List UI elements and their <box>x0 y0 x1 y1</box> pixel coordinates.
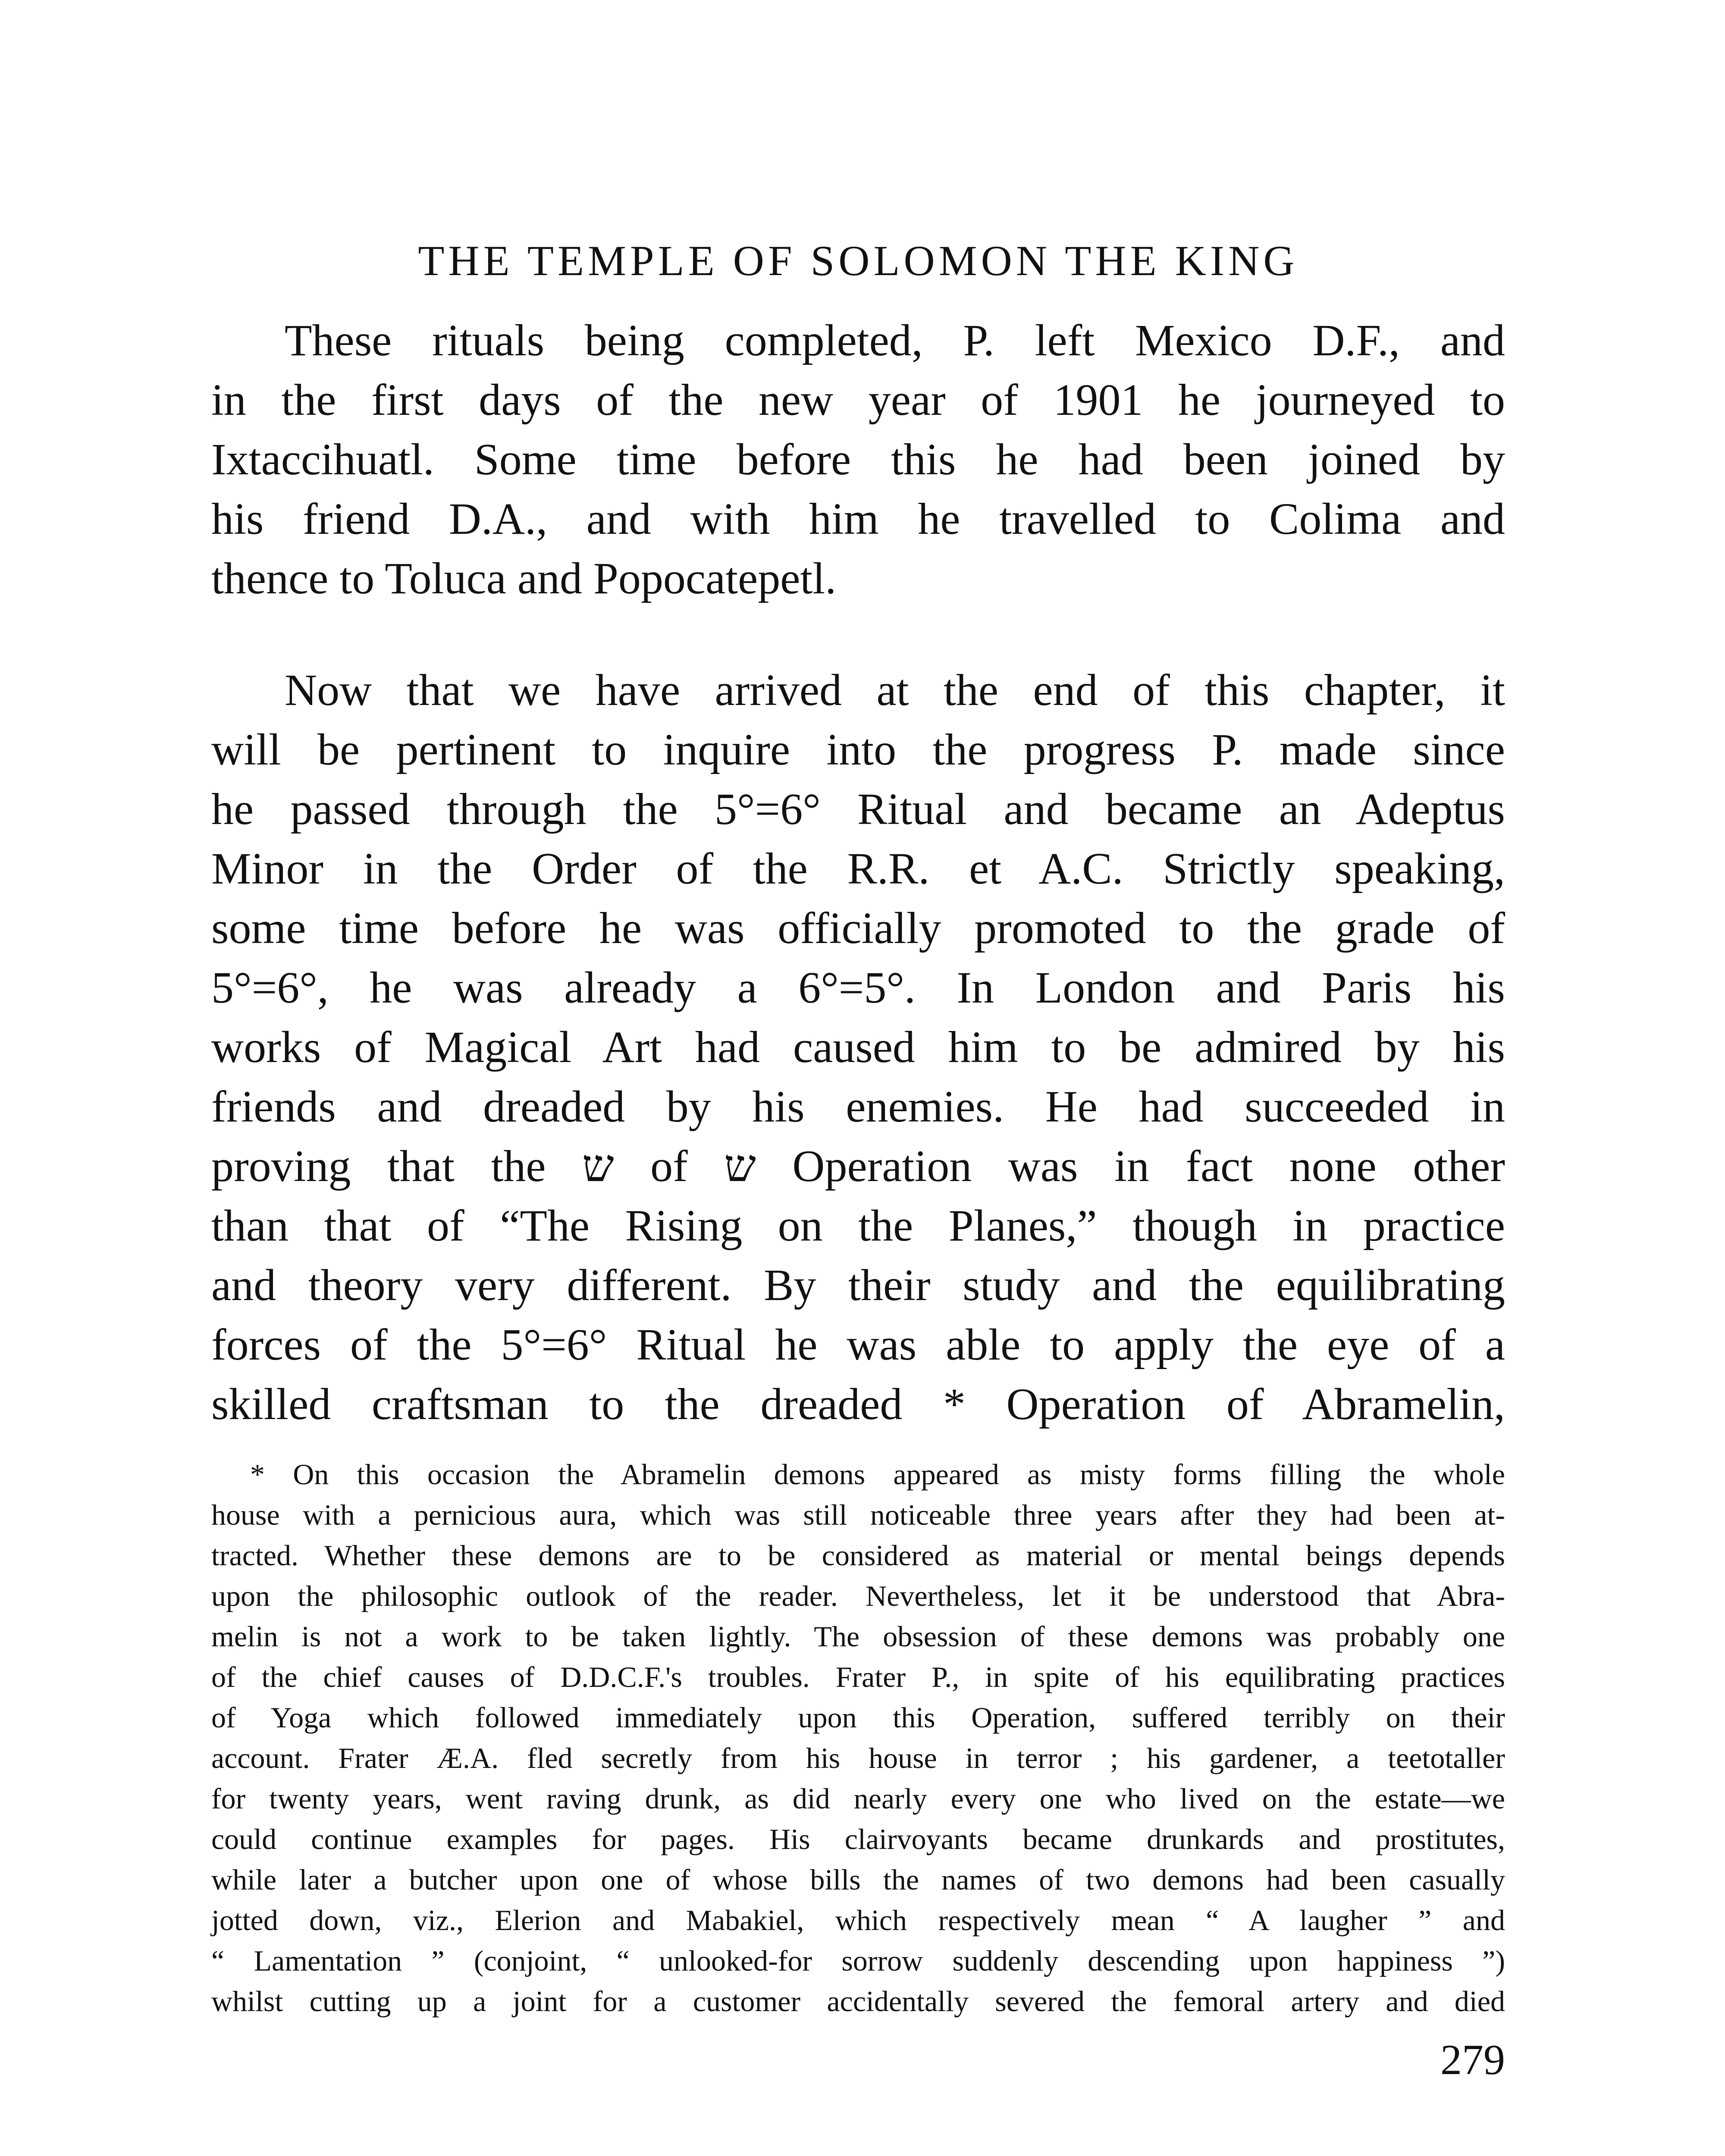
footnote-line: for twenty years, went raving drunk, as did nearly every one who lived on the estate—we <box>211 1782 1505 1815</box>
paragraph-1-line: in the first days of the new year of 1901 he journeyed to <box>211 375 1505 425</box>
paragraph-2-line: works of Magical Art had caused him to be admired by his <box>211 1022 1505 1072</box>
paragraph-2-line: and theory very different. By their study and the equilibrating <box>211 1260 1505 1310</box>
footnote-line: could continue examples for pages. His clairvoyants became drunkards and prostitutes, <box>211 1823 1505 1855</box>
footnote-line: of the chief causes of D.D.C.F.'s troubles. Frater P., in spite of his equilibrating practices <box>211 1661 1505 1693</box>
footnote-line: “ Lamentation ” (conjoint, “ unlooked-for sorrow suddenly descending upon happiness ”) <box>211 1944 1505 1977</box>
running-head: THE TEMPLE OF SOLOMON THE KING <box>418 237 1298 285</box>
footnote <box>211 1454 1505 2021</box>
footnote-line: * On this occasion the Abramelin demons appeared as misty forms filling the whole <box>250 1458 1505 1491</box>
paragraph-2-line: Minor in the Order of the R.R. et A.C. Strictly speaking, <box>211 844 1505 893</box>
footnote-line: of Yoga which followed immediately upon this Operation, suffered terribly on their <box>211 1701 1505 1734</box>
paragraph-2-line: friends and dreaded by his enemies. He had succeeded in <box>211 1082 1505 1131</box>
paragraph-2-line: some time before he was officially promoted to the grade of <box>211 903 1505 953</box>
paragraph-2-line: he passed through the 5°=6° Ritual and became an Adeptus <box>211 784 1505 834</box>
paragraph-1-line: thence to Toluca and Popocatepetl. <box>211 554 837 603</box>
paragraph-2 <box>211 661 1505 1434</box>
footnote-line: while later a butcher upon one of whose bills the names of two demons had been casually <box>211 1863 1505 1896</box>
paragraph-2-line: Now that we have arrived at the end of this chapter, it <box>285 665 1505 715</box>
paragraph-1-line: his friend D.A., and with him he travelled to Colima and <box>211 494 1505 544</box>
paragraph-2-line: skilled craftsman to the dreaded * Operation of Abramelin, <box>211 1379 1505 1429</box>
paragraph-1-line: These rituals being completed, P. left Mexico D.F., and <box>285 316 1505 365</box>
footnote-line: house with a pernicious aura, which was still noticeable three years after they had been at- <box>211 1498 1505 1531</box>
paragraph-2-line: proving that the ש of ש Operation was in fact none other <box>211 1141 1505 1191</box>
footnote-line: melin is not a work to be taken lightly. The obsession of these demons was probably one <box>211 1620 1505 1653</box>
paragraph-2-line: than that of “The Rising on the Planes,” though in practice <box>211 1201 1505 1250</box>
footnote-line: tracted. Whether these demons are to be considered as material or mental beings depends <box>211 1539 1505 1572</box>
footnote-line: account. Frater Æ.A. fled secretly from his house in terror ; his gardener, a teetotaller <box>211 1742 1505 1774</box>
paragraph-2-line: 5°=6°, he was already a 6°=5°. In London and Paris his <box>211 963 1505 1012</box>
paragraph-2-line: forces of the 5°=6° Ritual he was able to apply the eye of a <box>211 1320 1505 1369</box>
paragraph-1 <box>211 311 1505 608</box>
footnote-line: upon the philosophic outlook of the reader. Nevertheless, let it be understood that Abra- <box>211 1579 1505 1612</box>
page-number: 279 <box>1440 2036 1505 2084</box>
paragraph-2-line: will be pertinent to inquire into the progress P. made since <box>211 725 1505 774</box>
paragraph-1-line: Ixtaccihuatl. Some time before this he had been joined by <box>211 435 1505 484</box>
footnote-line: whilst cutting up a joint for a customer accidentally severed the femoral artery and died <box>211 1985 1505 2018</box>
footnote-line: jotted down, viz., Elerion and Mabakiel, which respectively mean “ A laugher ” and <box>211 1904 1505 1937</box>
